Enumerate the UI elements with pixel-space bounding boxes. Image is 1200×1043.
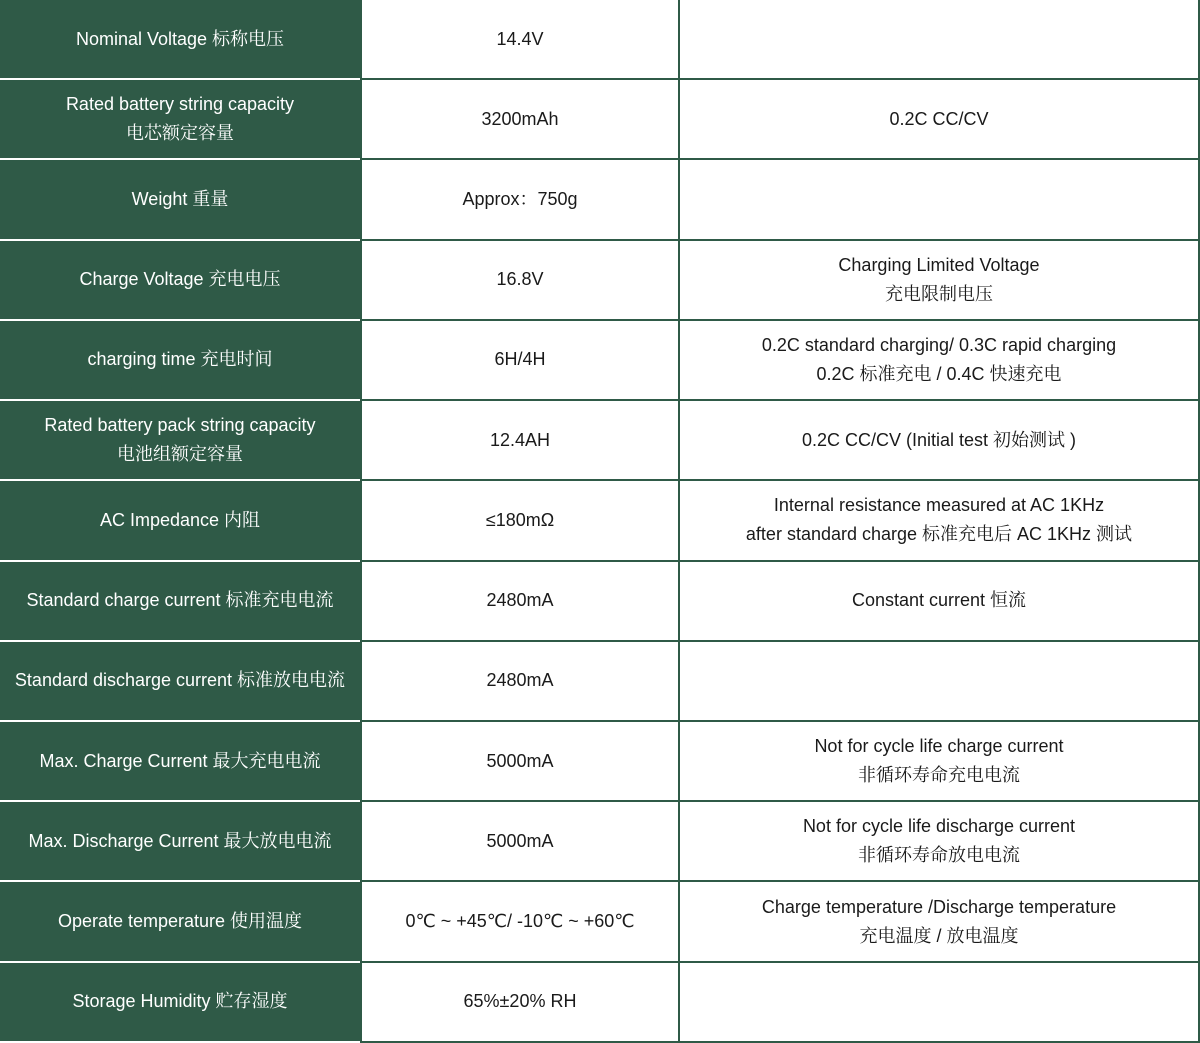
value-text: Approx：750g bbox=[462, 189, 578, 210]
value-cell bbox=[360, 481, 680, 561]
note-text: 非循环寿命充电电流 bbox=[858, 765, 1020, 786]
note-text: 0.2C CC/CV (Initial test 初始测试 ) bbox=[801, 429, 1077, 450]
parameter-label: Operate temperature 使用温度 bbox=[57, 911, 303, 932]
parameter-label: Standard discharge current 标准放电电流 bbox=[14, 670, 346, 691]
note-cell bbox=[680, 80, 1200, 160]
parameter-label: Standard charge current 标准充电电流 bbox=[26, 590, 334, 611]
value-cell bbox=[360, 0, 680, 80]
parameter-cell bbox=[0, 80, 360, 160]
parameter-cell bbox=[0, 562, 360, 642]
value-cell bbox=[360, 562, 680, 642]
parameter-cell bbox=[0, 160, 360, 240]
note-cell bbox=[680, 321, 1200, 401]
value-text: 16.8V bbox=[496, 269, 544, 290]
parameter-label: Max. Discharge Current 最大放电电流 bbox=[28, 830, 332, 851]
note-text: 0.2C CC/CV bbox=[889, 108, 989, 129]
parameter-cell bbox=[0, 0, 360, 80]
parameter-label: Rated battery pack string capacity bbox=[44, 415, 316, 436]
note-text: after standard charge 标准充电后 AC 1KHz 测试 bbox=[745, 524, 1133, 545]
note-cell bbox=[680, 642, 1200, 722]
parameter-label: Max. Charge Current 最大充电电流 bbox=[39, 750, 321, 771]
value-text: 3200mAh bbox=[481, 108, 559, 129]
value-text: 14.4V bbox=[496, 28, 544, 49]
value-cell bbox=[360, 963, 680, 1043]
note-text: 充电温度 / 放电温度 bbox=[859, 925, 1019, 946]
value-text: 2480mA bbox=[486, 670, 554, 691]
parameter-label: 电芯额定容量 bbox=[126, 123, 234, 144]
value-cell bbox=[360, 802, 680, 882]
value-cell bbox=[360, 160, 680, 240]
note-text: Not for cycle life discharge current bbox=[802, 816, 1076, 837]
note-text: Not for cycle life charge current bbox=[814, 736, 1064, 757]
parameter-cell bbox=[0, 963, 360, 1043]
value-text: 65%±20% RH bbox=[463, 991, 577, 1012]
value-text: ≤180mΩ bbox=[485, 509, 555, 530]
parameter-label: 电池组额定容量 bbox=[117, 444, 243, 465]
note-cell bbox=[680, 401, 1200, 481]
parameter-label: Charge Voltage 充电电压 bbox=[79, 269, 281, 290]
note-cell bbox=[680, 882, 1200, 962]
note-cell bbox=[680, 802, 1200, 882]
parameter-cell bbox=[0, 722, 360, 802]
parameter-cell bbox=[0, 321, 360, 401]
parameter-label: AC Impedance 内阻 bbox=[99, 509, 261, 530]
note-text: 非循环寿命放电电流 bbox=[858, 845, 1020, 866]
note-text: Charge temperature /Discharge temperature bbox=[761, 896, 1117, 917]
value-cell bbox=[360, 241, 680, 321]
note-text: 充电限制电压 bbox=[885, 283, 993, 304]
note-cell bbox=[680, 0, 1200, 80]
note-cell bbox=[680, 722, 1200, 802]
note-text: 0.2C standard charging/ 0.3C rapid charging bbox=[761, 334, 1117, 355]
parameter-label: Nominal Voltage 标称电压 bbox=[75, 28, 285, 49]
parameter-cell bbox=[0, 802, 360, 882]
parameter-label: Rated battery string capacity bbox=[65, 94, 295, 115]
note-cell bbox=[680, 562, 1200, 642]
value-text: 5000mA bbox=[486, 750, 554, 771]
value-cell bbox=[360, 882, 680, 962]
parameter-cell bbox=[0, 882, 360, 962]
parameter-cell bbox=[0, 642, 360, 722]
note-text: Constant current 恒流 bbox=[851, 590, 1027, 611]
parameter-cell bbox=[0, 241, 360, 321]
value-text: 2480mA bbox=[486, 590, 554, 611]
value-cell bbox=[360, 642, 680, 722]
note-cell bbox=[680, 481, 1200, 561]
note-text: Internal resistance measured at AC 1KHz bbox=[773, 495, 1105, 516]
value-text: 5000mA bbox=[486, 830, 554, 851]
note-text: 0.2C 标准充电 / 0.4C 快速充电 bbox=[816, 363, 1062, 384]
note-cell bbox=[680, 241, 1200, 321]
parameter-cell bbox=[0, 401, 360, 481]
parameter-label: charging time 充电时间 bbox=[87, 349, 273, 370]
value-cell bbox=[360, 321, 680, 401]
parameter-label: Storage Humidity 贮存湿度 bbox=[72, 991, 288, 1012]
value-text: 0℃ ~ +45℃/ -10℃ ~ +60℃ bbox=[405, 911, 635, 932]
value-cell bbox=[360, 401, 680, 481]
note-text: Charging Limited Voltage bbox=[838, 254, 1040, 275]
value-text: 6H/4H bbox=[494, 349, 546, 370]
parameter-label: Weight 重量 bbox=[131, 189, 229, 210]
note-cell bbox=[680, 963, 1200, 1043]
value-cell bbox=[360, 80, 680, 160]
value-cell bbox=[360, 722, 680, 802]
note-cell bbox=[680, 160, 1200, 240]
value-text: 12.4AH bbox=[489, 429, 551, 450]
parameter-cell bbox=[0, 481, 360, 561]
